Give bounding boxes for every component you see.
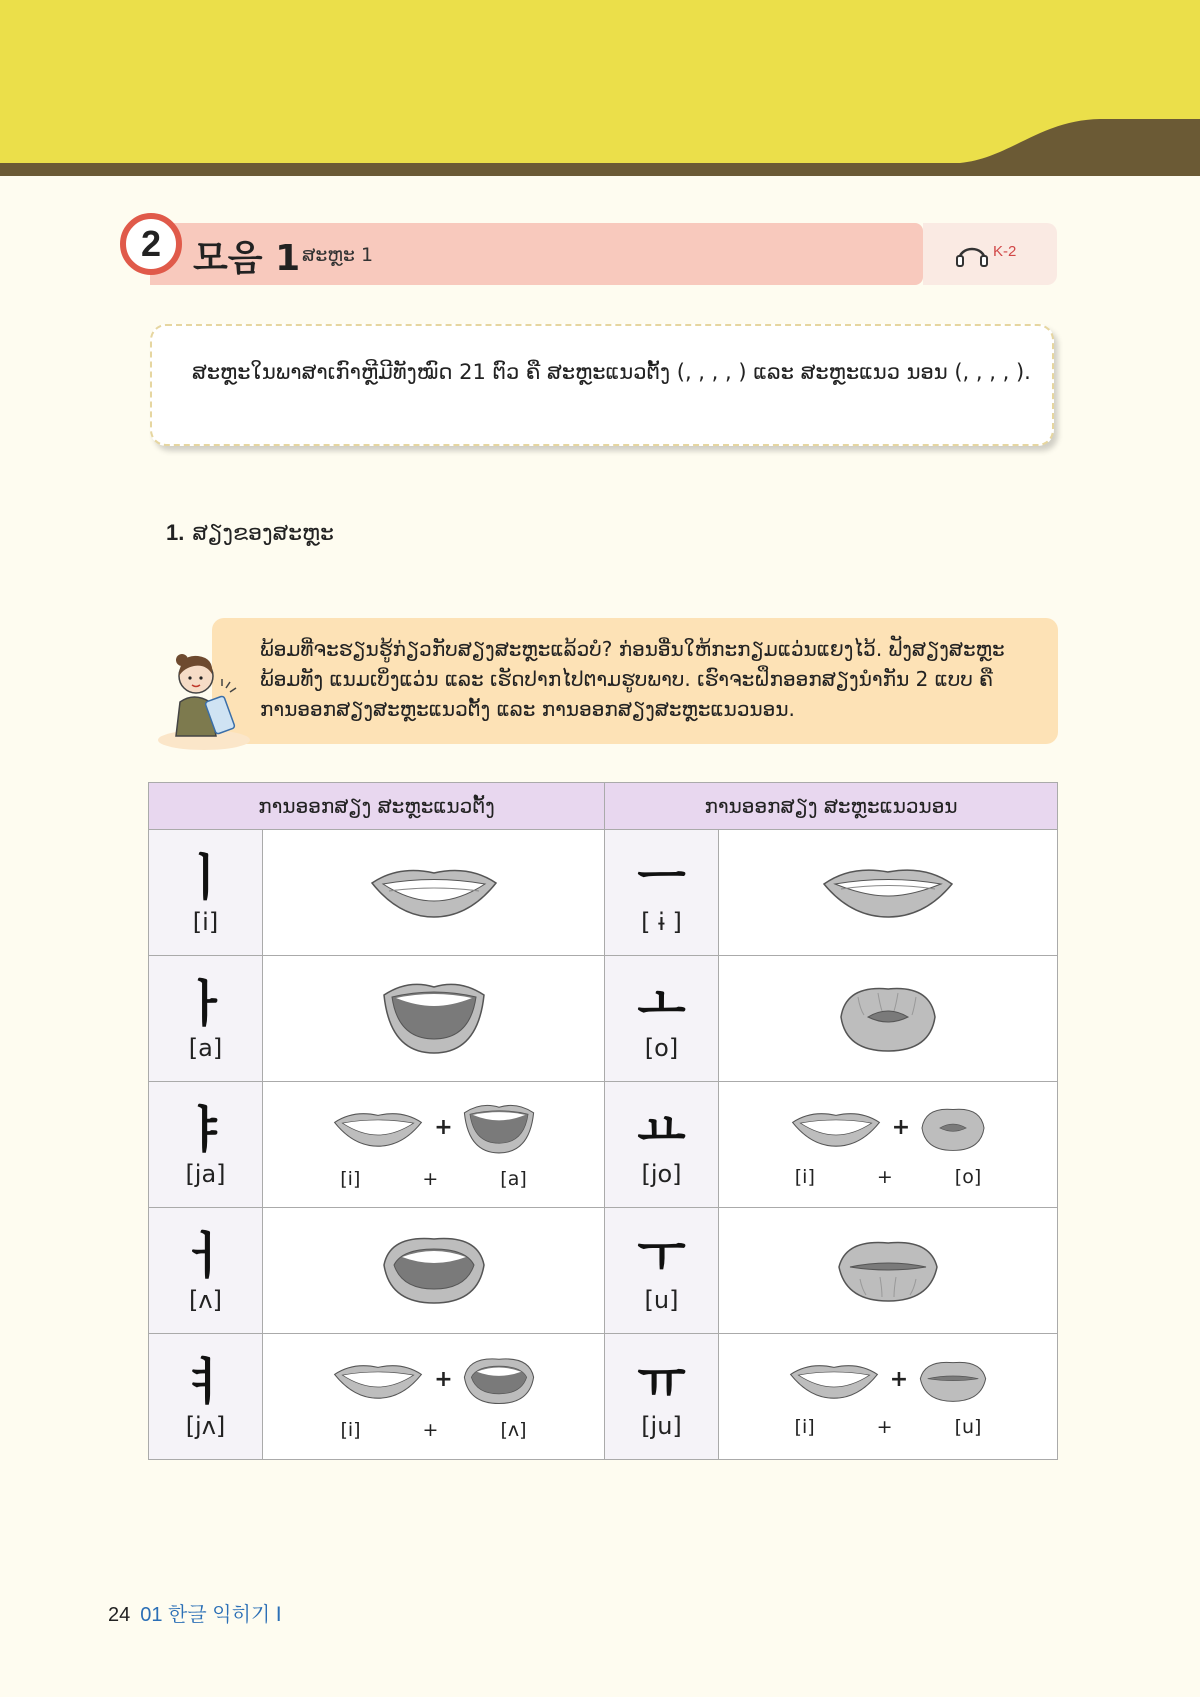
combo-label: [a]	[500, 1167, 527, 1190]
vowel-ipa: [ʌ]	[189, 1285, 222, 1314]
page-footer	[108, 1598, 282, 1627]
vowel-cell	[605, 830, 719, 956]
combo-label: [i]	[794, 1415, 815, 1438]
note-line: ພ້ອມທີ່ຈະຮຽນຮູ້ກ່ຽວກັບສຽງສະຫຼະແລ້ວບໍ? ກ່ອນອື່ນໃຫ້ກະກຽມແວ່ນແຍງໄວ້. ຟັງສຽງສະຫຼະ	[260, 637, 1005, 661]
table-row	[149, 1082, 1058, 1208]
mouth-cell	[719, 956, 1058, 1082]
note-text	[260, 634, 1050, 724]
vertical-vowels-header: ການອອກສຽງ ສະຫຼະແນວຕັ້ງ	[149, 783, 605, 830]
vowel-ipa: [o]	[644, 1033, 679, 1062]
subsection-number: 1.	[166, 520, 185, 545]
table-row	[149, 1208, 1058, 1334]
combo-label: [ʌ]	[500, 1418, 527, 1441]
mouth-spread-icon	[369, 861, 499, 921]
mouth-spread-icon	[821, 862, 955, 920]
top-band	[0, 0, 1200, 176]
vowel-cell	[149, 956, 263, 1082]
vowel-glyph: ㅛ	[637, 1100, 686, 1159]
section-subtitle: ສະຫຼະ 1	[302, 244, 374, 266]
vowel-ipa: [u]	[644, 1285, 679, 1314]
mouth-round-icon	[836, 1233, 940, 1305]
audio-track-button[interactable]	[923, 223, 1057, 285]
section-title: 모음 1	[193, 238, 301, 279]
mouth-cell	[263, 956, 605, 1082]
mouth-cell	[719, 1082, 1058, 1208]
section-number-badge: 2	[120, 213, 182, 275]
mouth-spread-icon	[332, 1107, 424, 1149]
vowel-ipa: [jo]	[641, 1159, 682, 1188]
mouth-cell	[263, 1208, 605, 1334]
mouth-round-icon	[918, 1356, 988, 1404]
mouth-spread-icon	[790, 1107, 882, 1149]
mouth-open-icon	[463, 1353, 535, 1407]
intro-text: ສະຫຼະໃນພາສາເກົາຫຼີມີທັງໝົດ 21 ຕົວ ຄື ສະຫຼະແນວຕັ້ງ (, , , , ) ແລະ ສະຫຼະແນວ ນອນ (, , , , ).	[192, 360, 1031, 384]
mouth-round-icon	[920, 1102, 986, 1154]
mouth-spread-icon	[332, 1359, 424, 1401]
mouth-cell	[719, 830, 1058, 956]
vowel-ipa: [i]	[192, 907, 219, 936]
combo-label: +	[876, 1415, 893, 1438]
vowel-cell	[149, 1334, 263, 1460]
teacher-mascot-icon	[154, 640, 254, 750]
vowel-ipa: [a]	[188, 1033, 223, 1062]
mouth-cell	[263, 1334, 605, 1460]
vowel-ipa: [ja]	[185, 1159, 226, 1188]
mouth-open-icon	[463, 1100, 535, 1156]
mouth-cell	[719, 1208, 1058, 1334]
vowel-cell	[605, 956, 719, 1082]
combo-label: [i]	[340, 1418, 361, 1441]
vowel-cell	[605, 1208, 719, 1334]
note-box	[212, 618, 1058, 744]
combo-label: [o]	[954, 1165, 982, 1188]
mouth-cell	[263, 1082, 605, 1208]
vowel-table	[148, 782, 1058, 1460]
table-row	[149, 956, 1058, 1082]
horizontal-vowels-header: ການອອກສຽງ ສະຫຼະແນວນອນ	[605, 783, 1058, 830]
mouth-open-icon	[382, 1231, 486, 1307]
audio-track-label: K-2	[993, 243, 1017, 260]
combo-label: +	[422, 1418, 439, 1441]
mouth-cell	[719, 1334, 1058, 1460]
subsection-heading	[166, 520, 334, 546]
table-row	[149, 830, 1058, 956]
mouth-round-icon	[838, 979, 938, 1055]
mouth-open-icon	[382, 977, 486, 1057]
vowel-glyph: ㅣ	[181, 848, 230, 907]
vowel-cell	[149, 1082, 263, 1208]
vowel-glyph: ㅑ	[181, 1100, 230, 1159]
mouth-cell	[263, 830, 605, 956]
plus-sign: +	[889, 1367, 909, 1392]
vowel-cell	[605, 1334, 719, 1460]
vowel-cell	[149, 1208, 263, 1334]
vowel-cell	[149, 830, 263, 956]
vowel-ipa: [ju]	[641, 1411, 682, 1440]
combo-label: [i]	[340, 1167, 361, 1190]
mouth-spread-icon	[788, 1359, 880, 1401]
combo-label: +	[876, 1165, 893, 1188]
note-line: ການອອກສຽງສະຫຼະແນວຕັ້ງ ແລະ ການອອກສຽງສະຫຼະແນວນອນ.	[260, 697, 795, 721]
page-number: 24	[108, 1604, 131, 1626]
vowel-ipa: [jʌ]	[185, 1411, 226, 1440]
table-row	[149, 1334, 1058, 1460]
vowel-glyph: ㅓ	[181, 1226, 230, 1285]
combo-label: [i]	[794, 1165, 815, 1188]
vowel-glyph: ㅡ	[637, 848, 686, 907]
subsection-title: ສຽງຂອງສະຫຼະ	[192, 521, 334, 546]
headphones-icon	[955, 239, 989, 267]
plus-sign: +	[434, 1115, 453, 1140]
vowel-glyph: ㅗ	[637, 974, 686, 1033]
vowel-glyph: ㅏ	[181, 974, 230, 1033]
plus-sign: +	[434, 1367, 453, 1392]
chapter-label: 01 한글 익히기 Ⅰ	[140, 1604, 282, 1626]
combo-label: +	[422, 1167, 439, 1190]
intro-box	[150, 324, 1054, 446]
vowel-cell	[605, 1082, 719, 1208]
combo-label: [u]	[954, 1415, 982, 1438]
vowel-glyph: ㅕ	[181, 1352, 230, 1411]
vowel-ipa: [ ɨ ]	[641, 907, 682, 936]
plus-sign: +	[891, 1115, 911, 1140]
note-line: ພ້ອມທັງ ແນມເບິ່ງແວ່ນ ແລະ ເຮັດປາກໄປຕາມຮູບພາບ. ເຮົາຈະຝຶກອອກສຽງນຳກັນ 2 ແບບ ຄື	[260, 667, 993, 691]
vowel-glyph: ㅠ	[637, 1352, 686, 1411]
vowel-glyph: ㅜ	[637, 1226, 686, 1285]
